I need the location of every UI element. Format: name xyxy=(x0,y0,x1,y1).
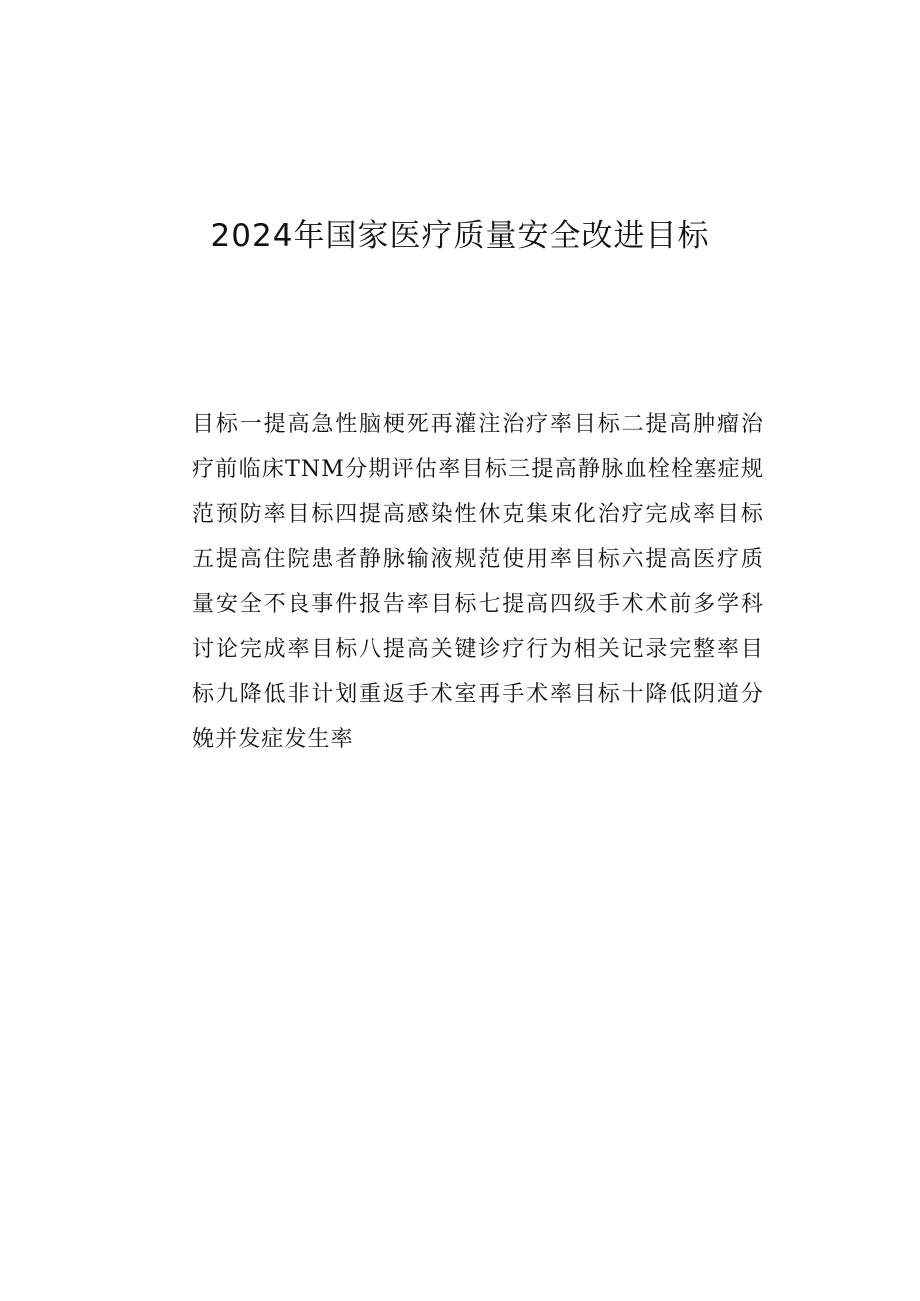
document-title: 2024年国家医疗质量安全改进目标 xyxy=(210,218,710,254)
document-body-paragraph: 目标一提高急性脑梗死再灌注治疗率目标二提高肿瘤治疗前临床TNM分期评估率目标三提高静脉血栓栓塞症规范预防率目标四提高感染性休克集束化治疗完成率目标五提高住院患者静脉输液规范使用率目标六提高医疗质量安全不良事件报告率目标七提高四级手术术前多学科讨论完成率目标八提高关键诊疗行为相关记录完整率目标九降低非计划重返手术室再手术率目标十降低阴道分娩并发症发生率 xyxy=(192,412,764,752)
